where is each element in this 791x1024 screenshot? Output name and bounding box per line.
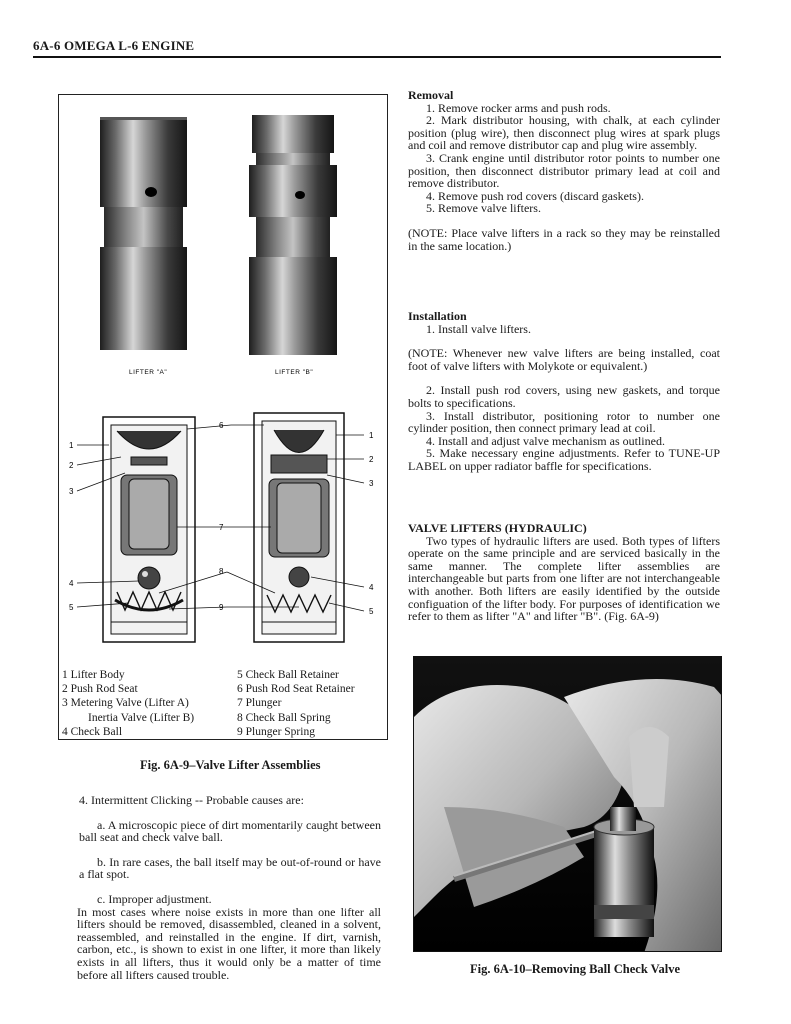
- lifter-b-label: LIFTER "B": [275, 369, 314, 376]
- lifter-b-cutaway: [254, 413, 344, 642]
- callout-1-left: 1: [69, 441, 74, 450]
- callout-2-right: 2: [369, 455, 374, 464]
- valve-lifters-paragraph: Two types of hydraulic lifters are used. Both types of lifters operate on the same principle and are serviced basically in the same manner. The complete lifter assemblies are interchangeable but parts from one lifter are not interchangeable with another. Both lifters are easily identified by the outside configuation of the lifter body. For purposes of identification we refer to them as lifter "A" and lifter "B". (Fig. 6A-9): [408, 533, 720, 624]
- removal-section: [408, 89, 720, 252]
- page-header: 6A-6 OMEGA L-6 ENGINE: [33, 38, 195, 53]
- callout-4-left: 4: [69, 579, 74, 588]
- legend-item: 3 Metering Valve (Lifter A): [62, 697, 189, 710]
- legend-item: 1 Lifter Body: [62, 669, 125, 681]
- valve-lifters-heading: VALVE LIFTERS (HYDRAULIC): [408, 521, 587, 535]
- removal-step: 4. Remove push rod covers (discard gaskets).: [426, 188, 644, 203]
- callout-1-right: 1: [369, 431, 374, 440]
- legend-item: Inertia Valve (Lifter B): [88, 711, 195, 724]
- figure-6a-10-photo: [413, 656, 722, 952]
- lifter-a-label: LIFTER "A": [129, 369, 168, 376]
- removal-step: 5. Remove valve lifters.: [426, 201, 541, 216]
- item-4b: b. In rare cases, the ball itself may be out-of-round or have a flat spot.: [79, 854, 381, 882]
- legend-item: 4 Check Ball: [62, 725, 123, 738]
- callout-9: 9: [219, 603, 224, 612]
- figure-6a-9-caption: Fig. 6A-9–Valve Lifter Assemblies: [140, 758, 321, 772]
- legend-item: 5 Check Ball Retainer: [237, 669, 339, 681]
- item-4: 4. Intermittent Clicking -- Probable causes are:: [79, 793, 304, 807]
- lifter-a-photo: [100, 117, 187, 350]
- item-4a: a. A microscopic piece of dirt momentarily caught between ball seat and check valve ball.: [79, 817, 381, 845]
- legend-item: 7 Plunger: [237, 697, 282, 710]
- removal-heading: Removal: [408, 88, 454, 102]
- hands-tool-illustration: [414, 657, 722, 952]
- installation-note: (NOTE: Whenever new valve lifters are being installed, coat foot of valve lifters with Molykote or equivalent.): [408, 346, 720, 373]
- removal-step: 2. Mark distributor housing, with chalk, at each cylinder position (plug wire), then disconnect plug wires at spark plugs and coil and remove distributor cap and plug wire assembly.: [408, 113, 720, 153]
- left-body-text: [79, 794, 381, 981]
- left-paragraph: In most cases where noise exists in more than one lifter all lifters should be removed, disassembled, cleaned in a solvent, reassembled, and reinstalled in the engine. If dirt, varnish, carbon, etc., is shown to exist in one lifter, it more than likely exists in all lifters, thus it would only be a matter of time before all lifters caused trouble.: [77, 904, 381, 982]
- callout-7: 7: [219, 523, 224, 532]
- legend-item: 9 Plunger Spring: [237, 725, 315, 738]
- installation-step: 5. Make necessary engine adjustments. Refer to TUNE-UP LABEL on upper radiator baffle for specifications.: [408, 446, 720, 473]
- callout-6: 6: [219, 421, 224, 430]
- callout-2-left: 2: [69, 461, 74, 470]
- item-4c: c. Improper adjustment.: [97, 891, 212, 906]
- installation-heading: Installation: [408, 309, 467, 323]
- figure-6a-10-caption: Fig. 6A-10–Removing Ball Check Valve: [470, 962, 681, 976]
- removal-note: (NOTE: Place valve lifters in a rack so they may be reinstalled in the same location.): [408, 225, 720, 253]
- installation-step: 1. Install valve lifters.: [426, 321, 531, 336]
- callout-8: 8: [219, 567, 224, 576]
- callout-3-left: 3: [69, 487, 74, 496]
- legend-item: 8 Check Ball Spring: [237, 711, 331, 724]
- installation-step: 4. Install and adjust valve mechanism as outlined.: [426, 433, 665, 448]
- legend-item: 2 Push Rod Seat: [62, 683, 138, 696]
- removal-step: 3. Crank engine until distributor rotor points to number one position, then disconnect distributor primary lead at coil and remove distributor.: [408, 150, 720, 191]
- callout-5-left: 5: [69, 603, 74, 612]
- installation-step: 3. Install distributor, positioning rotor to number one cylinder position, then connect primary lead at coil.: [408, 408, 720, 436]
- header-rule: [33, 56, 721, 58]
- legend-item: 6 Push Rod Seat Retainer: [237, 683, 355, 696]
- installation-section: [408, 310, 720, 473]
- callout-5-right: 5: [369, 607, 374, 616]
- callout-4-right: 4: [369, 583, 374, 592]
- lifter-b-photo: [249, 115, 337, 355]
- lifter-illustrations: [59, 95, 387, 667]
- valve-lifters-section: [408, 522, 720, 623]
- removal-step: 1. Remove rocker arms and push rods.: [426, 100, 611, 115]
- installation-step: 2. Install push rod covers, using new gaskets, and torque bolts to specifications.: [408, 383, 720, 410]
- callout-3-right: 3: [369, 479, 374, 488]
